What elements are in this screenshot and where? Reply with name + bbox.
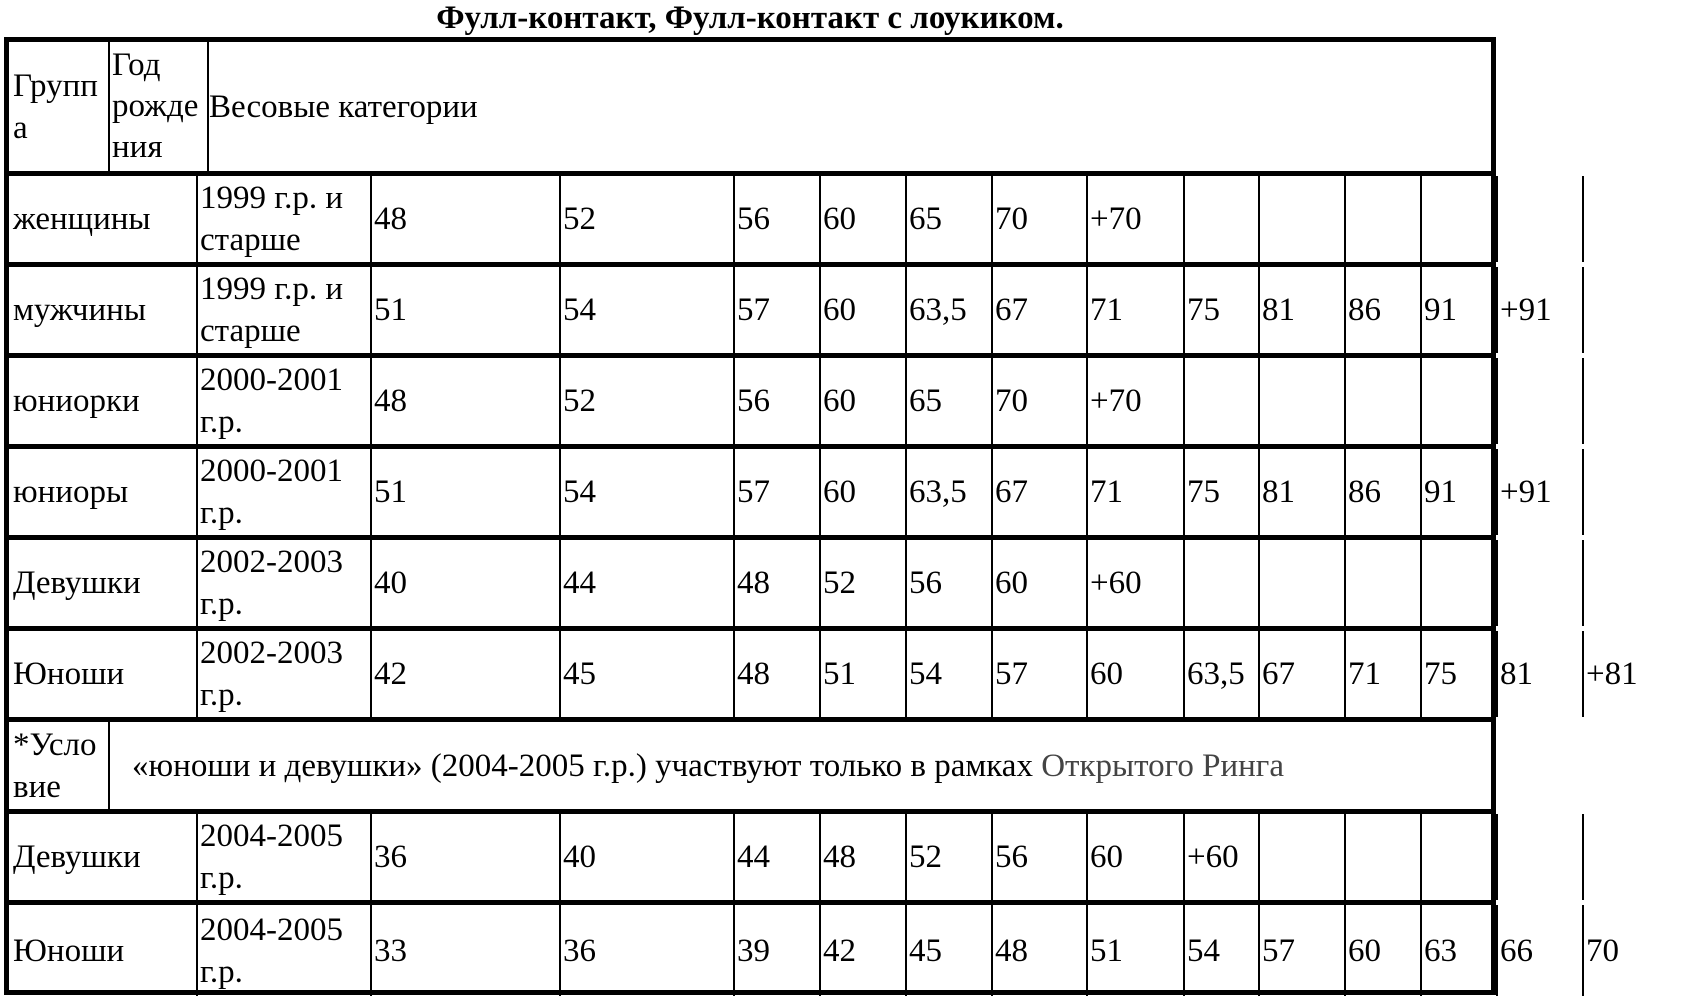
weight-cell <box>1584 540 1691 626</box>
weight-cell <box>1584 814 1691 900</box>
weight-cell <box>1584 267 1691 353</box>
header-weight-categories: Весовые категории <box>209 88 478 125</box>
weight-cell: 65 <box>907 358 993 444</box>
weight-cell: 40 <box>561 814 735 900</box>
header-birth-year: Год рожде ния <box>110 42 209 171</box>
weight-cell: 60 <box>1088 631 1185 717</box>
table-row <box>9 631 1638 722</box>
weight-cell: 81 <box>1260 267 1346 353</box>
weight-cell: 52 <box>821 540 907 626</box>
weight-cell: 81 <box>1260 449 1346 535</box>
birth-year-cell: 1999 г.р. и старше <box>198 267 372 353</box>
weight-cell: 75 <box>1422 631 1498 717</box>
weight-cell: 54 <box>907 631 993 717</box>
weight-cell: 67 <box>993 267 1088 353</box>
weight-cell: 70 <box>993 358 1088 444</box>
table-header-row <box>9 42 1491 176</box>
weight-cell: +60 <box>1185 814 1260 900</box>
group-cell: женщины <box>9 176 198 262</box>
birth-year-cell: 1999 г.р. и старше <box>198 176 372 262</box>
weight-cell: 86 <box>1346 267 1422 353</box>
weight-cell: 70 <box>1586 932 1619 969</box>
weight-cell <box>1260 358 1346 444</box>
weight-cell: 63,5 <box>1185 631 1260 717</box>
group-cell: Девушки <box>9 814 198 900</box>
weight-cell: 52 <box>561 176 735 262</box>
weight-cell: 60 <box>1088 814 1185 900</box>
weight-cell: 54 <box>561 267 735 353</box>
weight-cell: 75 <box>1185 449 1260 535</box>
weight-cell: 67 <box>1260 631 1346 717</box>
table-row <box>9 267 1552 358</box>
condition-text <box>110 722 1491 809</box>
weight-cell <box>1185 176 1260 262</box>
weight-cell: 57 <box>1260 905 1346 996</box>
weight-cell: 71 <box>1088 267 1185 353</box>
weight-cell: 42 <box>821 905 907 996</box>
weight-cell: +91 <box>1498 267 1584 353</box>
weight-cell: 63,5 <box>907 449 993 535</box>
weight-cell: 60 <box>993 540 1088 626</box>
condition-row <box>9 722 1491 814</box>
weight-cell: 57 <box>735 449 821 535</box>
weight-cell: 63 <box>1422 905 1498 996</box>
weight-cell: 57 <box>993 631 1088 717</box>
weight-cell: 91 <box>1422 449 1498 535</box>
weight-categories-table <box>4 37 1638 995</box>
weight-cell <box>1346 814 1422 900</box>
weight-cell: +70 <box>1088 358 1185 444</box>
weight-cell: 48 <box>993 905 1088 996</box>
weight-cell: +91 <box>1498 449 1584 535</box>
weight-cell: 56 <box>993 814 1088 900</box>
weight-cell: 52 <box>561 358 735 444</box>
open-ring-text: Открытого Ринга <box>1041 747 1284 784</box>
table-row <box>9 540 1491 631</box>
table-row <box>9 358 1491 449</box>
weight-cell: 56 <box>735 358 821 444</box>
weight-cell: 70 <box>993 176 1088 262</box>
weight-cell: 71 <box>1088 449 1185 535</box>
birth-year-cell: 2000-2001 г.р. <box>198 449 372 535</box>
weight-cell <box>1584 449 1691 535</box>
weight-cell: 60 <box>821 176 907 262</box>
weight-cell <box>1422 814 1498 900</box>
weight-cell: 48 <box>372 358 561 444</box>
weight-cell: 51 <box>372 267 561 353</box>
weight-cell <box>1346 176 1422 262</box>
weight-cell: +81 <box>1586 656 1638 692</box>
weight-cell <box>1260 176 1346 262</box>
weight-cell: 39 <box>735 905 821 996</box>
weight-cell: 65 <box>907 176 993 262</box>
weight-cell: 66 <box>1498 905 1584 996</box>
weight-cell <box>1260 540 1346 626</box>
weight-cell <box>1346 358 1422 444</box>
weight-cell: 60 <box>821 449 907 535</box>
weight-cell: 75 <box>1185 267 1260 353</box>
table-row <box>9 905 1619 996</box>
condition-label: *Усло вие <box>9 722 110 809</box>
weight-cell: 51 <box>372 449 561 535</box>
weight-cell: 81 <box>1498 631 1584 717</box>
birth-year-cell: 2002-2003 г.р. <box>198 540 372 626</box>
weight-cell: 45 <box>561 631 735 717</box>
weight-cell <box>1185 540 1260 626</box>
weight-cell <box>1584 358 1691 444</box>
weight-cell: 36 <box>372 814 561 900</box>
header-group: Групп а <box>9 42 110 171</box>
weight-cell: 71 <box>1346 631 1422 717</box>
page-title: Фулл-контакт, Фулл-контакт с лоукиком. <box>436 0 1064 36</box>
group-cell: юниорки <box>9 358 198 444</box>
weight-cell <box>1584 176 1691 262</box>
group-cell: мужчины <box>9 267 198 353</box>
condition-main-text: «юноши и девушки» (2004-2005 г.р.) участвуют только в рамках <box>132 747 1033 784</box>
group-cell: Юноши <box>9 905 198 996</box>
weight-cell: 56 <box>907 540 993 626</box>
weight-cell <box>1346 540 1422 626</box>
weight-cell <box>1498 540 1584 626</box>
weight-cell: 86 <box>1346 449 1422 535</box>
birth-year-cell: 2004-2005 г.р. <box>198 905 372 996</box>
weight-cell: 48 <box>735 540 821 626</box>
weight-cell: 56 <box>735 176 821 262</box>
weight-cell: +70 <box>1088 176 1185 262</box>
weight-cell <box>1422 358 1498 444</box>
weight-cell: 33 <box>372 905 561 996</box>
weight-cell: 60 <box>1346 905 1422 996</box>
group-cell: Юноши <box>9 631 198 717</box>
birth-year-cell: 2002-2003 г.р. <box>198 631 372 717</box>
table-row <box>9 176 1491 267</box>
group-cell: юниоры <box>9 449 198 535</box>
weight-cell <box>1498 176 1584 262</box>
weight-cell: 45 <box>907 905 993 996</box>
weight-cell <box>1498 814 1584 900</box>
weight-cell <box>1422 176 1498 262</box>
weight-cell: 91 <box>1422 267 1498 353</box>
weight-cell: 60 <box>821 358 907 444</box>
weight-cell: +60 <box>1088 540 1185 626</box>
weight-cell: 42 <box>372 631 561 717</box>
weight-cell: 54 <box>561 449 735 535</box>
weight-cell: 67 <box>993 449 1088 535</box>
weight-cell: 48 <box>821 814 907 900</box>
weight-cell: 52 <box>907 814 993 900</box>
birth-year-cell: 2004-2005 г.р. <box>198 814 372 900</box>
weight-cell <box>1498 358 1584 444</box>
weight-cell: 51 <box>1088 905 1185 996</box>
birth-year-cell: 2000-2001 г.р. <box>198 358 372 444</box>
weight-cell: 48 <box>735 631 821 717</box>
weight-cell <box>1260 814 1346 900</box>
weight-cell: 40 <box>372 540 561 626</box>
weight-cell <box>1185 358 1260 444</box>
weight-cell: 44 <box>735 814 821 900</box>
weight-cell: 51 <box>821 631 907 717</box>
weight-cell: 60 <box>821 267 907 353</box>
group-cell: Девушки <box>9 540 198 626</box>
weight-cell <box>1422 540 1498 626</box>
weight-cell: 63,5 <box>907 267 993 353</box>
weight-cell: 57 <box>735 267 821 353</box>
weight-cell: 54 <box>1185 905 1260 996</box>
table-row <box>9 449 1552 540</box>
weight-cell: 44 <box>561 540 735 626</box>
weight-cell: 36 <box>561 905 735 996</box>
weight-cell: 48 <box>372 176 561 262</box>
table-row <box>9 814 1491 905</box>
